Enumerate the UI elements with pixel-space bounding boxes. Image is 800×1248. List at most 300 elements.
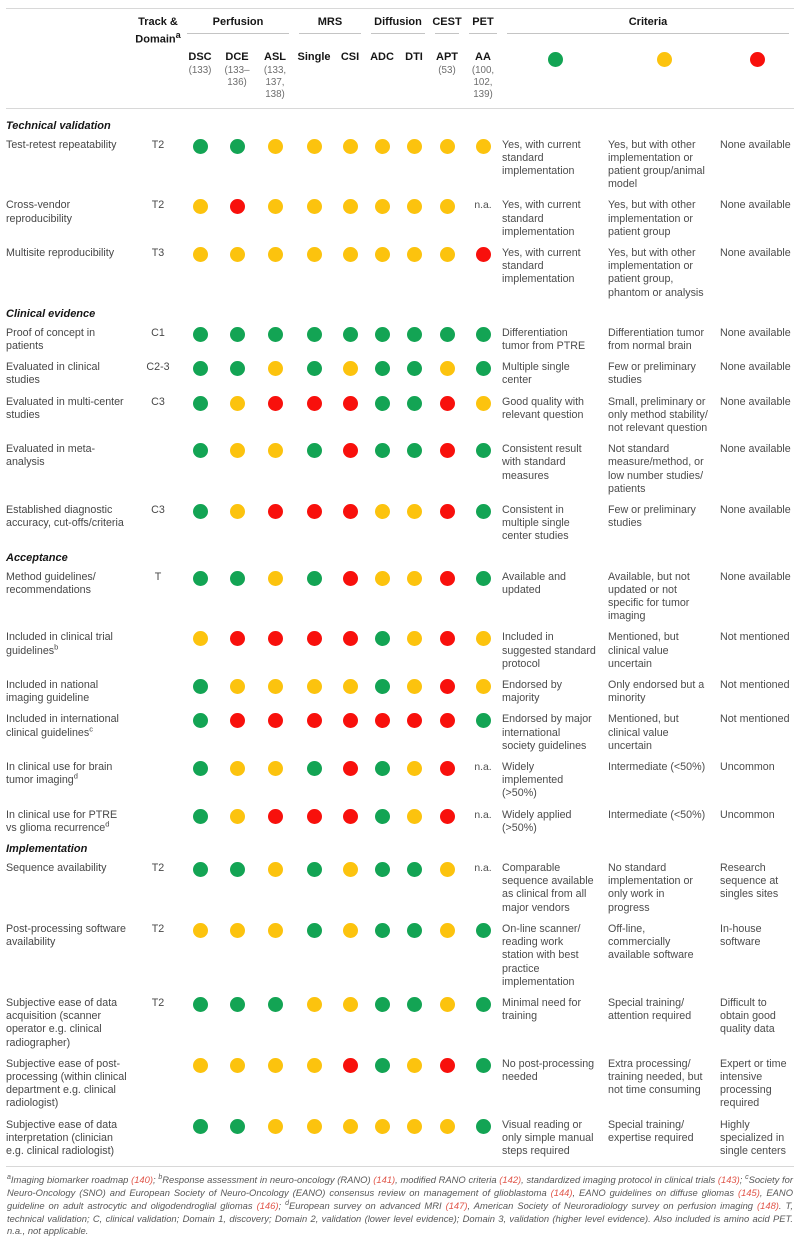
column-header-asl <box>256 51 294 102</box>
green-status-dot <box>476 443 491 458</box>
yellow-status-dot <box>407 199 422 214</box>
green-status-dot <box>375 997 390 1012</box>
green-status-dot <box>476 504 491 519</box>
row-track-domain: T2 <box>151 922 165 935</box>
group-label: PET <box>472 16 494 28</box>
dot-cell <box>218 247 256 262</box>
red-status-dot <box>307 504 322 519</box>
track-header-line1: Track & <box>138 16 178 28</box>
footnote-segment: European survey on advanced MRI <box>289 1199 446 1211</box>
yellow-status-dot <box>268 139 283 154</box>
criteria-red: Uncommon <box>720 761 775 774</box>
group-underline <box>435 33 459 34</box>
red-status-dot <box>440 809 455 824</box>
green-status-dot <box>268 327 283 342</box>
yellow-status-dot <box>375 247 390 262</box>
yellow-status-dot <box>230 809 245 824</box>
dot-cell <box>256 327 294 342</box>
row-track-domain: C2-3 <box>146 361 170 374</box>
dot-cell <box>218 809 256 824</box>
dot-cell <box>182 443 218 458</box>
row-label-text: Included in international clinical guidelines <box>6 713 119 739</box>
dot-cell <box>334 997 366 1012</box>
column-header-dsc <box>182 51 218 77</box>
green-status-dot <box>375 862 390 877</box>
yellow-status-dot <box>230 679 245 694</box>
row-label-text: Multisite reproducibility <box>6 246 115 259</box>
green-status-dot <box>230 327 245 342</box>
criteria-red: None available <box>720 199 791 212</box>
footnote-segment: (147) <box>445 1199 468 1211</box>
dot-cell <box>334 504 366 519</box>
green-status-dot <box>407 361 422 376</box>
dot-cell <box>334 1058 366 1073</box>
footnote-segment: , modified RANO criteria <box>395 1174 500 1186</box>
criteria-green: Included in suggested standard protocol <box>502 631 596 670</box>
table-row <box>6 1058 794 1111</box>
green-status-dot <box>476 997 491 1012</box>
dot-cell <box>256 1119 294 1134</box>
row-label-text: Evaluated in multi-center studies <box>6 395 124 421</box>
red-status-dot <box>268 631 283 646</box>
dot-cell <box>366 923 398 938</box>
yellow-status-dot <box>476 679 491 694</box>
table-row <box>6 809 794 835</box>
yellow-status-dot <box>268 361 283 376</box>
yellow-status-dot <box>343 247 358 262</box>
column-header-single <box>294 51 334 65</box>
dot-cell <box>464 1058 502 1073</box>
criteria-yellow: Yes, but with other implementation or patient group <box>608 199 696 238</box>
dot-cell <box>464 713 502 728</box>
dot-cell <box>218 923 256 938</box>
group-underline <box>371 33 425 34</box>
dot-cell <box>366 571 398 586</box>
green-status-dot <box>407 327 422 342</box>
dot-cell <box>256 923 294 938</box>
criteria-yellow: Extra processing/ training needed, but not time consuming <box>608 1057 703 1097</box>
row-track-domain: C3 <box>151 504 165 517</box>
dot-cell <box>366 443 398 458</box>
yellow-dot-icon <box>657 52 672 67</box>
footnote-segment: (140) <box>131 1174 153 1186</box>
red-status-dot <box>343 809 358 824</box>
column-name: AA <box>475 50 491 63</box>
dot-cell <box>430 713 464 728</box>
green-status-dot <box>375 761 390 776</box>
dot-cell <box>398 504 430 519</box>
red-status-dot <box>307 713 322 728</box>
dot-cell <box>464 504 502 519</box>
dot-cell <box>218 139 256 154</box>
track-header-sup: a <box>175 30 181 40</box>
yellow-status-dot <box>407 631 422 646</box>
green-status-dot <box>476 1058 491 1073</box>
red-status-dot <box>440 761 455 776</box>
green-status-dot <box>193 139 208 154</box>
dot-cell <box>398 713 430 728</box>
dot-cell <box>464 396 502 411</box>
criteria-red: None available <box>720 395 791 408</box>
track-header-line2 <box>134 29 182 47</box>
green-status-dot <box>375 679 390 694</box>
dot-cell <box>294 504 334 519</box>
row-label <box>6 923 134 949</box>
green-status-dot <box>193 443 208 458</box>
yellow-status-dot <box>375 199 390 214</box>
dot-cell <box>464 327 502 342</box>
column-name: Single <box>297 50 331 63</box>
dot-cell <box>218 1058 256 1073</box>
legend-yellow-cell <box>608 51 720 67</box>
table-row <box>6 862 794 915</box>
yellow-status-dot <box>407 247 422 262</box>
green-status-dot <box>230 361 245 376</box>
criteria-green: Yes, with current standard implementation <box>502 199 581 238</box>
criteria-yellow: No standard implementation or only work in progress <box>608 862 693 914</box>
dot-cell <box>464 862 502 875</box>
dot-cell <box>182 761 218 776</box>
footnote-segment: ; <box>739 1174 746 1186</box>
dot-cell <box>218 761 256 776</box>
table-footnote <box>6 1166 794 1248</box>
footnote-segment: (145) <box>737 1186 760 1198</box>
red-status-dot <box>440 396 455 411</box>
green-status-dot <box>230 571 245 586</box>
dot-cell <box>398 199 430 214</box>
row-label-sup: b <box>54 642 59 652</box>
red-status-dot <box>343 504 358 519</box>
row-label-text: Post-processing software availability <box>6 922 126 949</box>
red-status-dot <box>375 713 390 728</box>
green-status-dot <box>193 862 208 877</box>
dot-cell <box>366 862 398 877</box>
row-label-sup: c <box>89 724 93 734</box>
green-status-dot <box>476 361 491 376</box>
dot-cell <box>334 713 366 728</box>
table-row <box>6 713 794 753</box>
dot-cell <box>366 761 398 776</box>
footnote-segment: (143) <box>717 1174 740 1186</box>
yellow-status-dot <box>343 199 358 214</box>
green-status-dot <box>375 443 390 458</box>
criteria-yellow: Mentioned, but clinical value uncertain <box>608 713 679 752</box>
red-status-dot <box>440 571 455 586</box>
red-status-dot <box>440 504 455 519</box>
dot-cell <box>182 139 218 154</box>
yellow-status-dot <box>440 923 455 938</box>
criteria-green: Multiple single center <box>502 361 570 387</box>
criteria-yellow: Intermediate (<50%) <box>608 808 706 821</box>
dot-cell <box>398 631 430 646</box>
dot-cell <box>294 327 334 342</box>
dot-cell <box>294 1119 334 1134</box>
red-status-dot <box>343 1058 358 1073</box>
criteria-green: Differentiation tumor from PTRE <box>502 326 586 352</box>
dot-cell <box>334 862 366 877</box>
footnote-segment: (148) <box>757 1199 779 1211</box>
dot-cell <box>334 396 366 411</box>
dot-cell <box>256 504 294 519</box>
table-rows <box>6 109 794 1159</box>
dot-cell <box>218 631 256 646</box>
red-status-dot <box>230 199 245 214</box>
row-label-text: Included in clinical trial guidelines <box>6 631 113 657</box>
footnote-segment: , American Society of Neuroradiology survey on perfusion imaging <box>467 1199 758 1211</box>
dot-cell <box>430 571 464 586</box>
dot-cell <box>294 361 334 376</box>
green-status-dot <box>193 396 208 411</box>
row-label <box>6 997 134 1050</box>
dot-cell <box>398 571 430 586</box>
dot-cell <box>294 923 334 938</box>
criteria-green: Consistent result with standard measures <box>502 443 582 482</box>
red-status-dot <box>268 809 283 824</box>
dot-cell <box>398 396 430 411</box>
criteria-red: In-house software <box>720 922 762 949</box>
yellow-status-dot <box>268 1058 283 1073</box>
red-status-dot <box>407 713 422 728</box>
dot-cell <box>366 679 398 694</box>
dot-cell <box>464 199 502 212</box>
dot-cell <box>464 679 502 694</box>
footnote-segment: Society for Neuro-Oncology (SNO) and European Society of Neuro-Oncology (EANO) consensus review on management of glioblastoma <box>7 1174 793 1198</box>
green-status-dot <box>407 997 422 1012</box>
green-status-dot <box>307 327 322 342</box>
green-status-dot <box>307 862 322 877</box>
dot-cell <box>430 809 464 824</box>
dot-cell <box>256 631 294 646</box>
column-header-aa <box>464 51 502 102</box>
section-title: Technical validation <box>6 119 111 132</box>
footnote-segment: (146) <box>256 1199 279 1211</box>
green-status-dot <box>230 1119 245 1134</box>
criteria-red: Highly specialized in single centers <box>720 1118 786 1157</box>
dot-cell <box>464 571 502 586</box>
yellow-status-dot <box>440 1119 455 1134</box>
yellow-status-dot <box>230 923 245 938</box>
na-label: n.a. <box>474 200 492 212</box>
red-status-dot <box>440 713 455 728</box>
red-status-dot <box>440 631 455 646</box>
yellow-status-dot <box>375 139 390 154</box>
green-status-dot <box>476 713 491 728</box>
green-status-dot <box>193 761 208 776</box>
green-status-dot <box>307 361 322 376</box>
row-label-text: Proof of concept in patients <box>6 326 96 352</box>
column-refs: (133, 137, 138) <box>263 64 287 101</box>
dot-cell <box>218 443 256 458</box>
criteria-green: No post-processing needed <box>502 1057 595 1083</box>
row-track-domain: T2 <box>151 996 165 1009</box>
table-header <box>6 9 794 109</box>
yellow-status-dot <box>407 761 422 776</box>
group-underline <box>299 33 361 34</box>
dot-cell <box>256 361 294 376</box>
red-status-dot <box>307 631 322 646</box>
criteria-yellow: Off-line, commercially available software <box>608 922 694 962</box>
yellow-status-dot <box>193 923 208 938</box>
dot-cell <box>464 1119 502 1134</box>
dot-cell <box>218 571 256 586</box>
criteria-yellow: Not standard measure/method, or low number studies/ patients <box>608 443 704 495</box>
yellow-status-dot <box>307 139 322 154</box>
dot-cell <box>334 139 366 154</box>
dot-cell <box>256 761 294 776</box>
yellow-status-dot <box>268 571 283 586</box>
dot-cell <box>430 1119 464 1134</box>
dot-cell <box>218 361 256 376</box>
criteria-green: Yes, with current standard implementation <box>502 246 581 286</box>
criteria-green: Minimal need for training <box>502 996 582 1023</box>
dot-cell <box>398 809 430 824</box>
dot-cell <box>430 1058 464 1073</box>
criteria-yellow: Mentioned, but clinical value uncertain <box>608 631 679 670</box>
dot-cell <box>398 1119 430 1134</box>
dot-cell <box>366 139 398 154</box>
criteria-red: None available <box>720 504 791 517</box>
criteria-yellow: Available, but not updated or not specific for tumor imaging <box>608 570 690 623</box>
column-header-csi <box>334 51 366 65</box>
dot-cell <box>398 761 430 776</box>
red-status-dot <box>343 443 358 458</box>
yellow-status-dot <box>193 199 208 214</box>
footnote-segment: ; <box>152 1174 159 1186</box>
row-label <box>6 571 134 597</box>
dot-cell <box>334 571 366 586</box>
dot-cell <box>366 997 398 1012</box>
yellow-status-dot <box>230 396 245 411</box>
table-row <box>6 504 794 544</box>
dot-cell <box>182 679 218 694</box>
table-row <box>6 247 794 300</box>
yellow-status-dot <box>343 679 358 694</box>
green-status-dot <box>407 443 422 458</box>
yellow-status-dot <box>476 396 491 411</box>
green-status-dot <box>193 571 208 586</box>
green-status-dot <box>307 443 322 458</box>
green-status-dot <box>375 361 390 376</box>
green-status-dot <box>407 862 422 877</box>
dot-cell <box>366 199 398 214</box>
yellow-status-dot <box>268 443 283 458</box>
criteria-red: Expert or time intensive processing required <box>720 1057 787 1110</box>
yellow-status-dot <box>476 139 491 154</box>
green-status-dot <box>307 571 322 586</box>
dot-cell <box>218 199 256 214</box>
criteria-yellow: Few or preliminary studies <box>608 504 696 530</box>
dot-cell <box>182 1119 218 1134</box>
modality-group-perfusion <box>182 16 294 34</box>
dot-cell <box>430 679 464 694</box>
criteria-red: None available <box>720 326 791 339</box>
dot-cell <box>294 1058 334 1073</box>
row-label <box>6 809 134 835</box>
dot-cell <box>366 361 398 376</box>
red-status-dot <box>307 396 322 411</box>
criteria-yellow: Only endorsed but a minority <box>608 679 705 705</box>
column-header-dti <box>398 51 430 65</box>
column-name: APT <box>436 50 458 63</box>
footnote-segment: . T, technical validation; C, clinical validation; Domain 1, discovery; Domain 2, validation (lower level evidence); Domain 3, validation (higher level evidence). Also included is amino acid PET. n.a., not applicable. <box>7 1199 793 1237</box>
green-status-dot <box>193 327 208 342</box>
row-label-text: Established diagnostic accuracy, cut-offs/criteria <box>6 504 124 530</box>
table-row <box>6 571 794 624</box>
column-refs: (53) <box>438 64 456 76</box>
footnote-segment: (141) <box>373 1174 396 1186</box>
yellow-status-dot <box>268 247 283 262</box>
yellow-status-dot <box>476 631 491 646</box>
row-label-text: Test-retest repeatability <box>6 138 117 151</box>
criteria-red: Difficult to obtain good quality data <box>720 996 776 1036</box>
footnote-segment: Response assessment in neuro-oncology (RANO) <box>162 1174 374 1186</box>
row-label <box>6 327 134 353</box>
dot-cell <box>464 923 502 938</box>
dot-cell <box>430 327 464 342</box>
criteria-red: None available <box>720 443 791 456</box>
yellow-status-dot <box>230 761 245 776</box>
dot-cell <box>398 1058 430 1073</box>
dot-cell <box>398 862 430 877</box>
dot-cell <box>256 396 294 411</box>
dot-cell <box>182 809 218 824</box>
row-label <box>6 631 134 657</box>
green-status-dot <box>476 327 491 342</box>
yellow-status-dot <box>407 139 422 154</box>
dot-cell <box>398 443 430 458</box>
footnote-segment: , EANO guideline on adult astrocytic and oligodendroglial gliomas <box>7 1186 793 1211</box>
yellow-status-dot <box>375 504 390 519</box>
yellow-status-dot <box>307 1119 322 1134</box>
criteria-yellow: Special training/ attention required <box>608 996 692 1023</box>
green-status-dot <box>343 327 358 342</box>
table-row <box>6 997 794 1050</box>
yellow-status-dot <box>440 997 455 1012</box>
row-label-sup: d <box>73 771 78 781</box>
column-name: DSC <box>188 50 212 63</box>
dot-cell <box>182 862 218 877</box>
group-underline <box>469 33 497 34</box>
dot-cell <box>334 1119 366 1134</box>
yellow-status-dot <box>307 679 322 694</box>
row-label-text: Evaluated in meta-analysis <box>6 443 96 469</box>
green-status-dot <box>193 713 208 728</box>
dot-cell <box>294 571 334 586</box>
row-label-text: Included in national imaging guideline <box>6 679 99 705</box>
dot-cell <box>334 327 366 342</box>
criteria-red: Not mentioned <box>720 713 790 726</box>
table-row <box>6 327 794 353</box>
biomarker-table <box>6 8 794 1158</box>
dot-cell <box>398 139 430 154</box>
row-label <box>6 504 134 530</box>
dot-cell <box>366 713 398 728</box>
row-label-text: Cross-vendor reproducibility <box>6 199 72 225</box>
green-status-dot <box>476 923 491 938</box>
table-row <box>6 139 794 192</box>
yellow-status-dot <box>407 1058 422 1073</box>
group-label: CEST <box>432 16 462 28</box>
footnote-segment: (144) <box>550 1186 573 1198</box>
dot-cell <box>430 199 464 214</box>
track-domain-header <box>134 16 182 47</box>
dot-cell <box>294 199 334 214</box>
section-title: Acceptance <box>6 551 68 564</box>
red-status-dot <box>343 631 358 646</box>
criteria-green: Widely implemented (>50%) <box>502 761 564 800</box>
column-header-apt <box>430 51 464 77</box>
dot-cell <box>294 809 334 824</box>
